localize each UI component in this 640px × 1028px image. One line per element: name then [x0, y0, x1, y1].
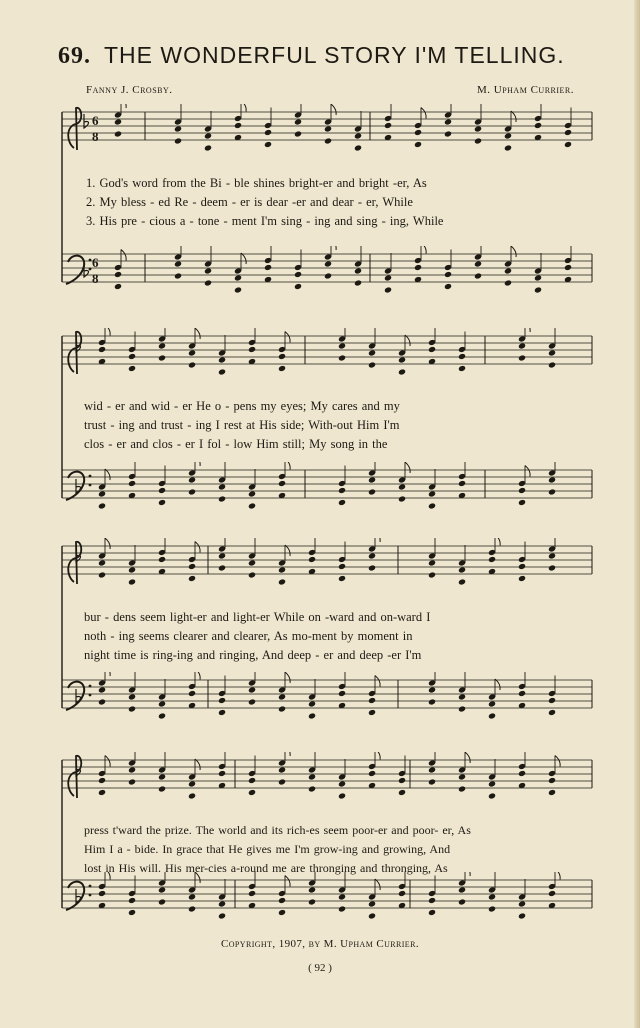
- lyric-line-verse-3: clos - er and clos - er I fol - low Him still; My song in the: [84, 437, 388, 451]
- lyric-line-verse-3: night time is ring-ing and ringing, And deep - er and deep -er I'm: [84, 648, 422, 662]
- copyright-notice: Copyright, 1907, by M. Upham Currier.: [221, 938, 419, 950]
- time-signature-bottom: 8: [92, 129, 99, 144]
- author-credit: Fanny J. Crosby.: [86, 84, 173, 96]
- hymn-title-text: THE WONDERFUL STORY I'M TELLING.: [103, 42, 565, 68]
- hymn-number: 69.: [58, 43, 91, 69]
- lyric-line-verse-2: 2. My bless - ed Re - deem - er is dear -er and dear - er, While: [86, 195, 413, 209]
- lyric-line-verse-1: wid - er and wid - er He o - pens my eyes; My cares and my: [84, 399, 400, 413]
- time-signature-top: 6: [92, 113, 99, 128]
- time-signature-bottom: 8: [92, 271, 99, 286]
- lyric-line-verse-2: trust - ing and trust - ing I rest at His side; With-out Him I'm: [84, 418, 400, 432]
- lyric-line-verse-1: press t'ward the prize. The world and its rich-es seem poor-er and poor- er, As: [84, 823, 471, 837]
- lyric-line-verse-3: 3. His pre - cious a - tone - ment I'm sing - ing and sing - ing, While: [86, 214, 444, 228]
- lyric-line-verse-2: noth - ing seems clearer and clearer, As mo-ment by moment in: [84, 629, 413, 643]
- lyric-line-verse-3: lost in His will. His mer-cies a-round me are thronging and thronging, As: [84, 861, 448, 875]
- page-number: ( 92 ): [308, 962, 332, 974]
- lyric-line-verse-1: 1. God's word from the Bi - ble shines bright-er and bright -er, As: [86, 176, 427, 190]
- time-signature-top: 6: [92, 255, 99, 270]
- composer-credit: M. Upham Currier.: [476, 84, 574, 96]
- lyric-line-verse-1: bur - dens seem light-er and light-er While on -ward and on-ward I: [84, 610, 431, 624]
- lyric-line-verse-2: Him I a - bide. In grace that He gives me I'm grow-ing and growing, And: [84, 842, 451, 856]
